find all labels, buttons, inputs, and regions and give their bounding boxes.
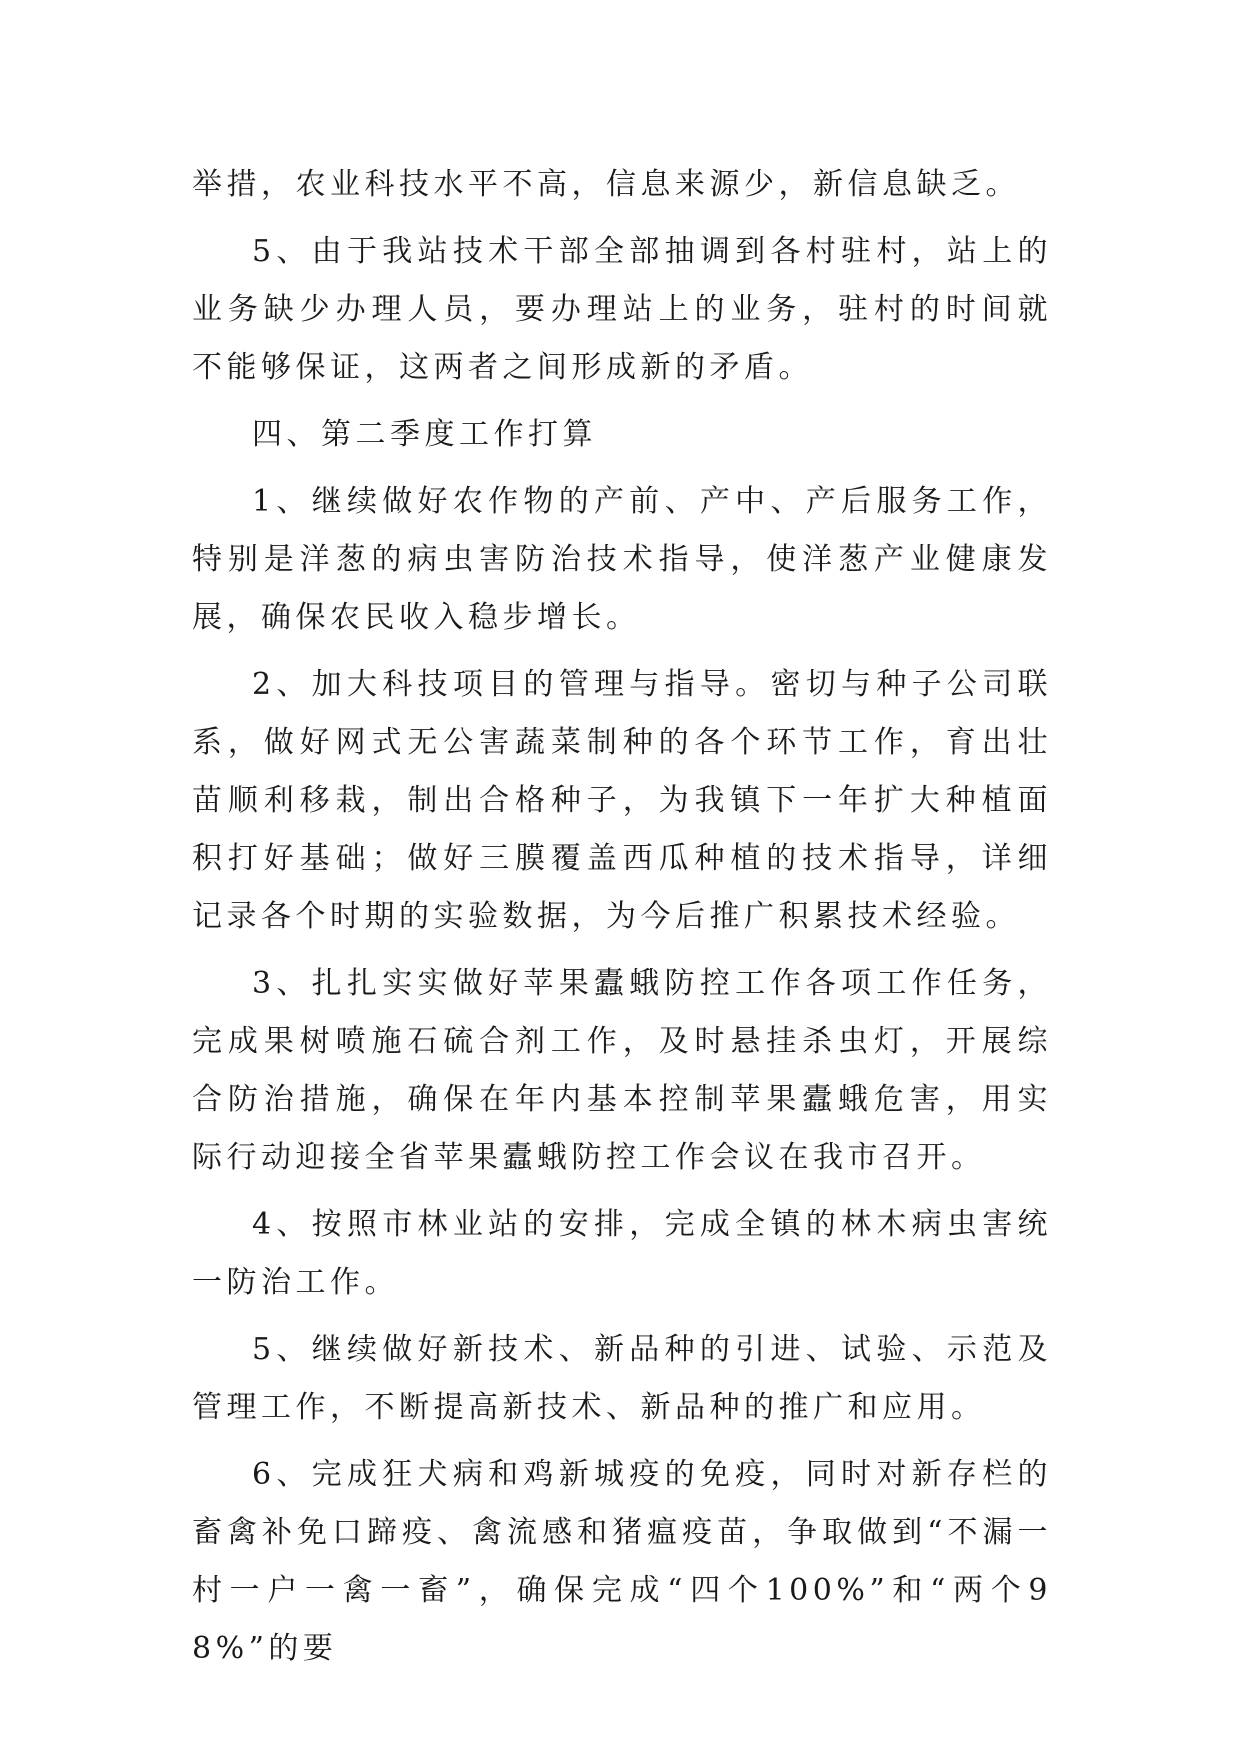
paragraph-plan-2: 2、加大科技项目的管理与指导。密切与种子公司联系，做好网式无公害蔬菜制种的各个环节工作，育出壮苗顺利移栽，制出合格种子，为我镇下一年扩大种植面积打好基础；做好三膜覆盖西瓜种植的技术指导，详细记录各个时期的实验数据，为今后推广积累技术经验。 [192,667,1052,934]
paragraph-continuation: 举措，农业科技水平不高，信息来源少，新信息缺乏。 [192,167,1020,202]
paragraph-plan-3: 3、扎扎实实做好苹果蠹蛾防控工作各项工作任务，完成果树喷施石硫合剂工作，及时悬挂杀虫灯，开展综合防治措施，确保在年内基本控制苹果蠹蛾危害，用实际行动迎接全省苹果蠹蛾防控工作会议在我市召开。 [192,966,1052,1175]
paragraph-problem-5: 5、由于我站技术干部全部抽调到各村驻村，站上的业务缺少办理人员，要办理站上的业务，驻村的时间就不能够保证，这两者之间形成新的矛盾。 [192,234,1052,385]
paragraph-plan-1: 1、继续做好农作物的产前、产中、产后服务工作，特别是洋葱的病虫害防治技术指导，使洋葱产业健康发展，确保农民收入稳步增长。 [192,484,1052,635]
document-body [192,156,1052,1687]
section-heading-q2-plan: 四、第二季度工作打算 [252,417,597,452]
paragraph-plan-4: 4、按照市林业站的安排，完成全镇的林木病虫害统一防治工作。 [192,1207,1052,1300]
paragraph-plan-5: 5、继续做好新技术、新品种的引进、试验、示范及管理工作，不断提高新技术、新品种的推广和应用。 [192,1332,1052,1425]
paragraph-plan-6: 6、完成狂犬病和鸡新城疫的免疫，同时对新存栏的畜禽补免口蹄疫、禽流感和猪瘟疫苗，争取做到“不漏一村一户一禽一畜”，确保完成“四个100%”和“两个98%”的要 [192,1457,1052,1666]
